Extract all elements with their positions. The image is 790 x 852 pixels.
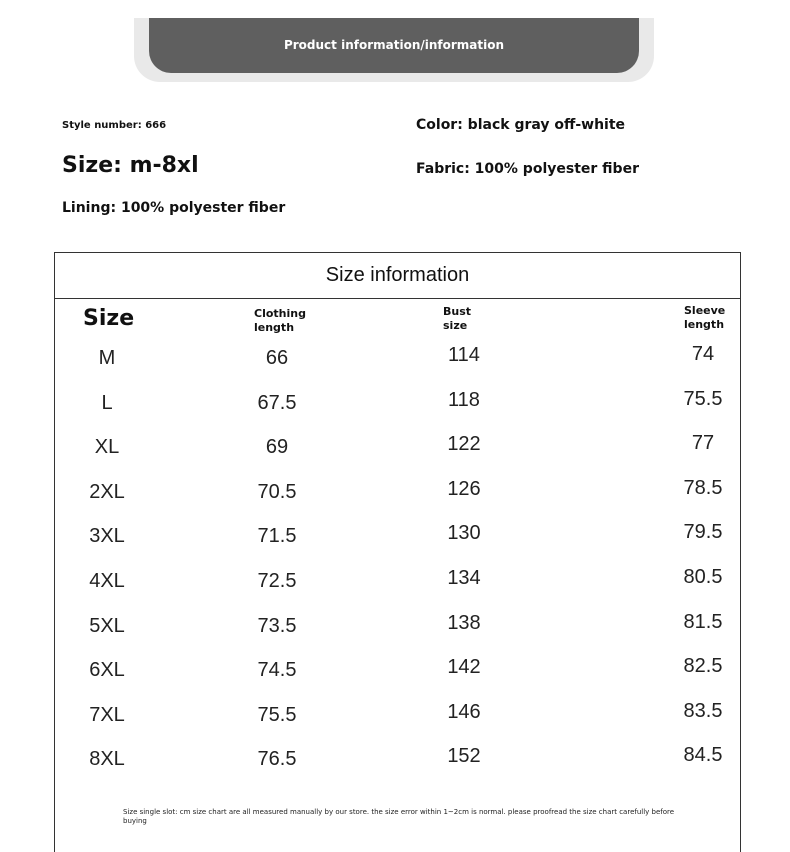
- cell-size: M: [98, 347, 116, 369]
- cell-sleeve-length: 81.5: [683, 611, 723, 633]
- cell-bust: 126: [447, 478, 481, 500]
- cell-sleeve-length: 77: [691, 432, 715, 454]
- header-bust-size: Bust size: [443, 305, 472, 332]
- header-clothing-length: Clothing length: [254, 307, 306, 334]
- cell-sleeve-length: 75.5: [683, 388, 723, 410]
- cell-sleeve-length: 74: [691, 343, 715, 365]
- fabric-info: Fabric: 100% polyester fiber: [416, 161, 639, 177]
- cell-bust: 118: [448, 389, 480, 411]
- header-sleeve-length: Sleeve length: [684, 304, 726, 331]
- cell-size: 3XL: [89, 525, 125, 547]
- table-row: [55, 566, 740, 594]
- lining-info: Lining: 100% polyester fiber: [62, 200, 286, 216]
- cell-sleeve-length: 82.5: [683, 655, 723, 677]
- header-banner: [134, 18, 654, 82]
- cell-clothing-length: 73.5: [257, 615, 297, 637]
- cell-bust: 152: [447, 745, 481, 767]
- cell-bust: 114: [448, 344, 480, 366]
- cell-clothing-length: 74.5: [257, 659, 297, 681]
- cell-clothing-length: 66: [265, 347, 289, 369]
- size-table-title: Size information: [55, 253, 740, 299]
- banner-title: Product information/information: [283, 37, 505, 52]
- table-row: [55, 744, 740, 772]
- cell-clothing-length: 72.5: [257, 570, 297, 592]
- cell-clothing-length: 76.5: [257, 748, 297, 770]
- cell-bust: 138: [447, 612, 481, 634]
- table-row: [55, 343, 740, 371]
- cell-bust: 146: [447, 701, 481, 723]
- cell-size: 4XL: [89, 570, 125, 592]
- table-row: [55, 611, 740, 639]
- cell-size: 8XL: [89, 748, 125, 770]
- table-row: [55, 432, 740, 460]
- size-range: Size: m-8xl: [62, 153, 199, 178]
- cell-sleeve-length: 79.5: [683, 521, 723, 543]
- table-row: [55, 655, 740, 683]
- table-row: [55, 521, 740, 549]
- cell-clothing-length: 69: [265, 436, 289, 458]
- table-row: [55, 700, 740, 728]
- style-number: Style number: 666: [62, 120, 167, 131]
- cell-sleeve-length: 83.5: [683, 700, 723, 722]
- size-table: [54, 252, 741, 852]
- size-note: Size single slot: cm size chart are all measured manually by our store. the size error within 1~2cm is normal. please proofread the size chart carefully before buying: [123, 808, 675, 825]
- cell-size: L: [101, 392, 113, 414]
- cell-bust: 134: [447, 567, 481, 589]
- table-row: [55, 388, 740, 416]
- cell-sleeve-length: 84.5: [683, 744, 723, 766]
- cell-clothing-length: 75.5: [257, 704, 297, 726]
- cell-sleeve-length: 78.5: [683, 477, 723, 499]
- table-row: [55, 477, 740, 505]
- cell-size: 2XL: [89, 481, 125, 503]
- cell-clothing-length: 67.5: [257, 392, 297, 414]
- cell-size: 6XL: [89, 659, 125, 681]
- cell-bust: 142: [447, 656, 481, 678]
- header-banner-panel: [149, 18, 639, 73]
- color-info: Color: black gray off-white: [416, 117, 626, 133]
- cell-clothing-length: 71.5: [257, 525, 297, 547]
- cell-bust: 122: [447, 433, 481, 455]
- cell-sleeve-length: 80.5: [683, 566, 723, 588]
- cell-size: 7XL: [89, 704, 125, 726]
- header-size: Size: [83, 306, 135, 331]
- cell-size: 5XL: [89, 615, 125, 637]
- cell-clothing-length: 70.5: [257, 481, 297, 503]
- cell-size: XL: [94, 436, 120, 458]
- cell-bust: 130: [447, 522, 481, 544]
